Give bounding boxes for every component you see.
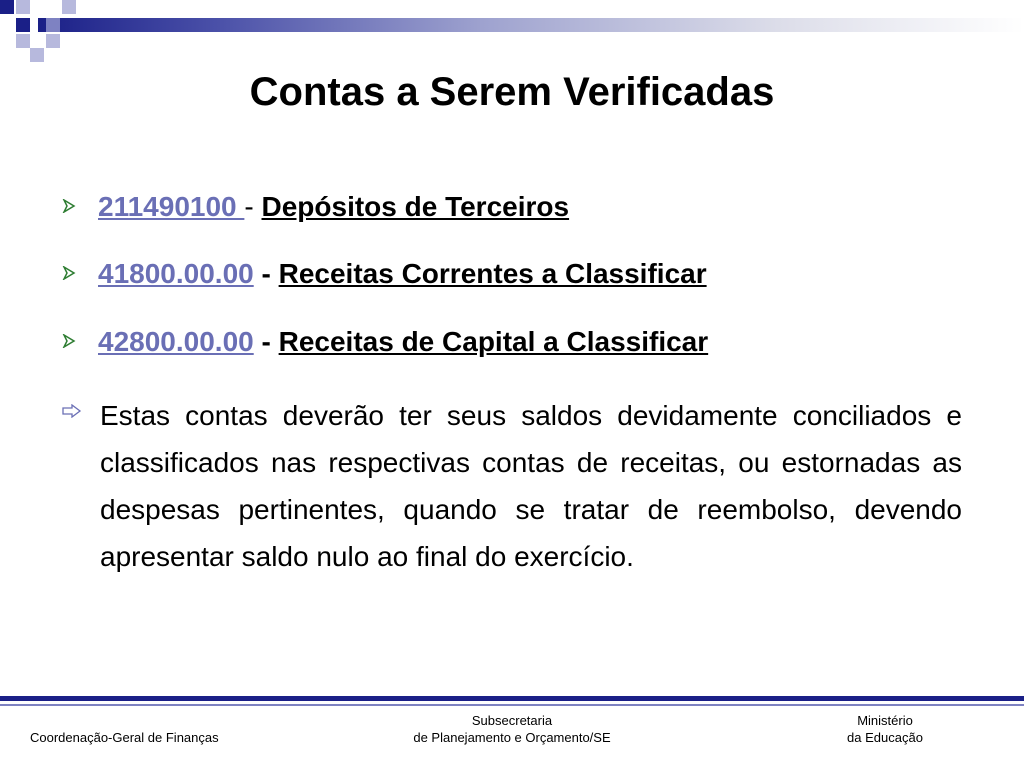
account-separator: - <box>261 258 271 289</box>
account-item <box>62 258 707 290</box>
decor-square-icon <box>0 0 14 14</box>
footer-left-text: Coordenação-Geral de Finanças <box>30 730 219 745</box>
account-name: Receitas de Capital a Classificar <box>278 326 709 357</box>
decor-square-icon <box>46 18 60 32</box>
account-separator: - <box>244 191 254 222</box>
note-text: Estas contas deverão ter seus saldos devidamente conciliados e classificados nas respectivas contas de receitas, ou estornadas as despesas pertinentes, quando se tratar de reembolso, devendo apresentar saldo nulo ao final do exercício. <box>100 400 962 572</box>
account-code-link[interactable]: 42800.00.00 <box>98 326 254 357</box>
footer-center-line: Subsecretaria <box>471 713 553 728</box>
footer-right-text <box>820 712 950 746</box>
footer-divider <box>0 704 1024 706</box>
footer-divider <box>0 696 1024 701</box>
account-code-link[interactable]: 211490100 <box>98 191 245 222</box>
account-item <box>62 191 569 223</box>
hollow-arrow-icon <box>62 404 82 418</box>
footer-center-text <box>392 712 632 746</box>
decor-square-icon <box>16 18 30 32</box>
account-name: Receitas Correntes a Classificar <box>278 258 707 289</box>
arrow-bullet-icon <box>62 334 76 348</box>
decor-square-icon <box>16 34 30 48</box>
arrow-bullet-icon <box>62 266 76 280</box>
decor-square-icon <box>46 34 60 48</box>
header-gradient-bar <box>38 18 1024 32</box>
decor-square-icon <box>62 0 76 14</box>
account-item <box>62 326 708 358</box>
decor-square-icon <box>16 0 30 14</box>
arrow-bullet-icon <box>62 199 76 213</box>
account-name: Depósitos de Terceiros <box>261 191 570 222</box>
footer-center-line: de Planejamento e Orçamento/SE <box>413 730 611 745</box>
account-separator: - <box>261 326 271 357</box>
account-code-link[interactable]: 41800.00.00 <box>98 258 254 289</box>
slide-title: Contas a Serem Verificadas <box>249 70 775 114</box>
footer-right-line: da Educação <box>847 730 923 745</box>
decor-square-icon <box>30 48 44 62</box>
footer-right-line: Ministério <box>857 713 913 728</box>
note-paragraph <box>62 392 962 580</box>
